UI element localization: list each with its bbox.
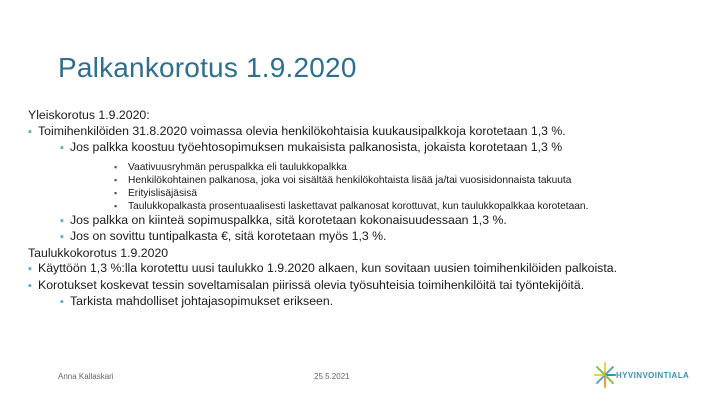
bullet-icon: ▪ (60, 142, 64, 154)
sunburst-logo-icon (594, 358, 616, 392)
hyvinvointiala-logo (594, 358, 714, 392)
bullet-icon: ▪ (114, 161, 118, 172)
slide-title: Palkankorotus 1.9.2020 (58, 52, 357, 83)
sub-list-item (28, 174, 708, 187)
list-item (28, 261, 648, 278)
bullet-icon: ▪ (114, 174, 118, 185)
footer-date: 25.5.2021 (314, 372, 350, 381)
list-item-text: Tarkista mahdolliset johtajasopimukset erikseen. (70, 294, 334, 308)
logo-text: HYVINVOINTIALA (616, 371, 690, 380)
sub-list-item (28, 187, 708, 200)
list-item-text: Jos on sovittu tuntipalkasta €, sitä korotetaan myös 1,3 %. (70, 229, 387, 243)
heading-yleiskorotus (28, 108, 708, 124)
list-item-text: Korotukset koskevat tessin soveltamisalan piirissä olevia työsuhteisia toimihenkilöitä tai työntekijöitä. (38, 277, 585, 292)
list-item-text: Käyttöön 1,3 %:lla korotettu uusi taulukko 1.9.2020 alkaen, kun sovitaan uusien toimihenkilöiden palkoista. (38, 261, 618, 275)
bullet-icon: ▪ (28, 125, 32, 138)
heading-taulukkokorotus (28, 246, 708, 262)
sub-list-item-text: Vaativuusryhmän peruspalkka eli taulukkopalkka (128, 161, 347, 173)
sub-list-item-text: Taulukkopalkasta prosentuaalisesti laskettavat palkanosat korottuvat, kun taulukkopalkkaa korotetaan. (128, 200, 589, 212)
sub-list-item (28, 161, 708, 174)
list-item (28, 140, 708, 157)
sub-list-item-text: Henkilökohtainen palkanosa, joka voi sisältää henkilökohtaista lisää ja/tai vuosisidonnaista takuuta (128, 174, 572, 186)
heading-text: Taulukkokorotus 1.9.2020 (28, 245, 169, 260)
bullet-icon: ▪ (114, 200, 118, 211)
list-item (28, 294, 708, 311)
list-item (28, 124, 708, 141)
heading-text: Yleiskorotus 1.9.2020: (28, 108, 150, 122)
bullet-icon: ▪ (60, 296, 64, 308)
bullet-icon: ▪ (60, 231, 64, 243)
bullet-icon: ▪ (60, 214, 64, 227)
list-item (28, 278, 708, 295)
list-item-text: Jos palkka on kiinteä sopimuspalkka, sitä korotetaan kokonaisuudessaan 1,3 %. (70, 212, 507, 227)
bullet-icon: ▪ (114, 187, 118, 198)
bullet-icon: ▪ (28, 279, 32, 292)
list-item (28, 229, 708, 246)
bullet-icon: ▪ (28, 263, 32, 275)
footer-author: Anna Kallaskari (58, 372, 114, 381)
sub-list-item-text: Erityislisäjäsisä (128, 187, 198, 199)
list-item (28, 213, 708, 230)
sub-list-item (28, 200, 708, 213)
list-item-text: Jos palkka koostuu työehtosopimuksen mukaisista palkanosista, jokaista korotetaan 1,3 % (70, 140, 563, 154)
list-item-text: Toimihenkilöiden 31.8.2020 voimassa olevia henkilökohtaisia kuukausipalkkoja korotetaan 1,3 %. (38, 123, 566, 138)
slide-body (28, 108, 708, 311)
